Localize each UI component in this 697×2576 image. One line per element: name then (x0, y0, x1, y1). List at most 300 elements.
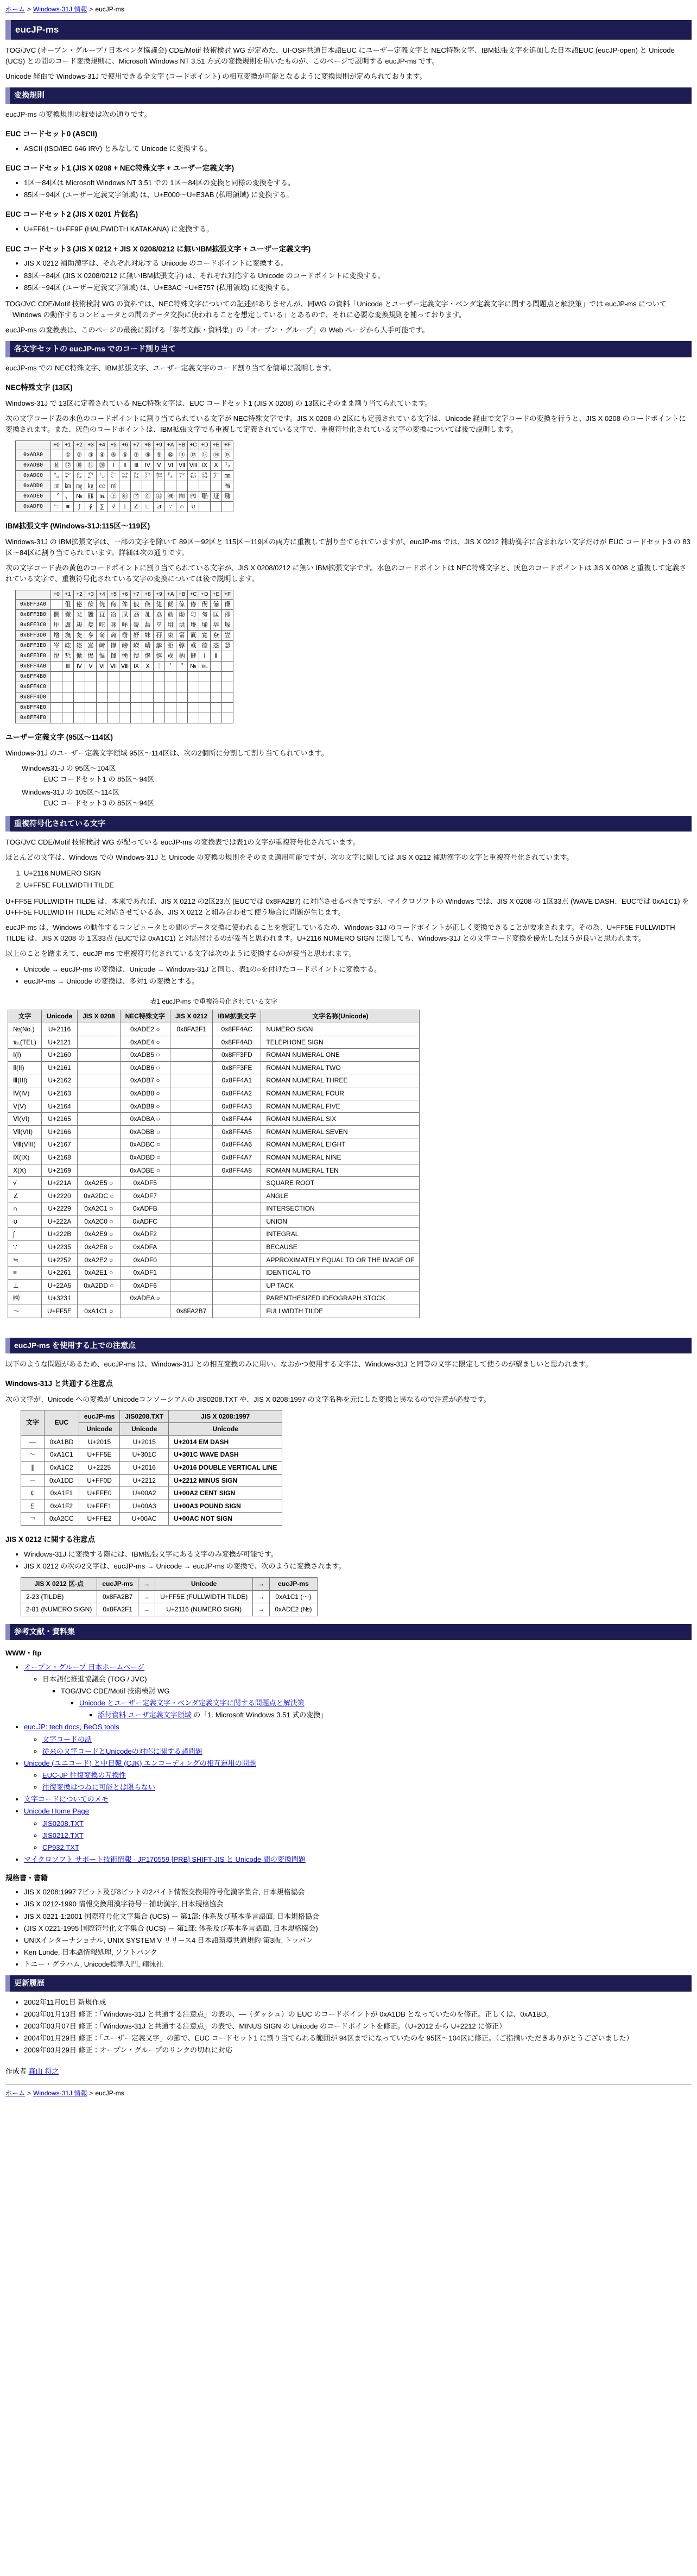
grid-cell (176, 713, 188, 723)
table-row (21, 1487, 282, 1500)
grid-row (16, 470, 233, 481)
grid-cell (222, 671, 233, 682)
grid-col-label: +5 (108, 441, 119, 450)
table-cell: ANGLE (261, 1189, 420, 1202)
table-cell (170, 1164, 212, 1177)
reference-link[interactable]: Unicode とユーザー定義文字・ベンダ定義文字に関する問題点と解決策 (79, 1699, 305, 1708)
table-cell (78, 1138, 120, 1151)
grid-cell: ㊨ (154, 491, 165, 501)
reference-link[interactable]: 往復変換はつねに可能とは限らない (42, 1783, 156, 1792)
reference-link[interactable]: EUC-JP 往復変換の互換性 (42, 1771, 126, 1779)
grid-cell: Ⅱ (211, 651, 222, 661)
table-cell: 0xADFB (120, 1202, 170, 1215)
grid-cell: Ⅳ (74, 661, 85, 671)
table-row (21, 1500, 282, 1513)
grid-cell (74, 713, 85, 723)
grid-col-label: +D (199, 441, 211, 450)
table-cell: U+00A3 POUND SIGN (169, 1500, 282, 1513)
grid-cell: 悊 (62, 651, 74, 661)
grid-col-label: +4 (97, 590, 108, 600)
grid-cell: Ⅰ (108, 460, 119, 470)
table-cell (213, 1189, 261, 1202)
userdef-range: Windows-31J の 105区～114区 (22, 788, 119, 797)
grid-cell: 惕 (85, 651, 97, 661)
data-table (21, 1577, 318, 1616)
table-cell: ㈱ (8, 1292, 42, 1305)
grid-col-label: +3 (85, 441, 97, 450)
table-cell (213, 1279, 261, 1292)
subsection-windows31j-notes: Windows-31J と共通する注意点 (5, 1380, 113, 1388)
grid-cell (119, 692, 131, 702)
section-heading-usage-notes: eucJP-ms を使用する上での注意点 (5, 1338, 692, 1354)
grid-row-label: 0x8FF3D0 (16, 630, 51, 640)
grid-cell: 喆 (142, 620, 154, 630)
grid-row (16, 671, 233, 682)
grid-cell (74, 702, 85, 713)
table-cell: ≡ (8, 1267, 42, 1280)
table-cell (170, 1189, 212, 1202)
table-cell: APPROXIMATELY EQUAL TO OR THE IMAGE OF (261, 1254, 420, 1267)
table-header: JIS X 0208:1997 (169, 1410, 282, 1423)
table-cell: ROMAN NUMERAL SEVEN (261, 1125, 420, 1138)
grid-row (16, 620, 233, 630)
grid-cell: Ⅲ (62, 661, 74, 671)
win-notes-paragraph: 次の文字が、Unicode への変換が Unicodeコンソーシアムの JIS0208.TXT や、JIS X 0208:1997 の文字名称を元にした変換と異なるので注意が必要です。 (5, 1395, 491, 1404)
table-cell (213, 1254, 261, 1267)
grid-cell (131, 682, 142, 692)
grid-cell: 垬 (176, 620, 188, 630)
table1-caption: 表1 eucJP-ms で重複符号化されている文字 (150, 997, 277, 1005)
intro-paragraph-2: Unicode 経由で Windows-31J で使用できる全文字 (コードポイント) の相互変換が可能となるように変換規則が定められております。 (5, 72, 427, 81)
grid-cell (165, 713, 176, 723)
reference-link[interactable]: JIS0208.TXT (42, 1819, 84, 1828)
grid-cell (176, 481, 188, 491)
grid-row-label: 0x8FF3E0 (16, 640, 51, 651)
table-header: JIS X 0208 (78, 1010, 120, 1023)
table-cell: 0xADE4 ○ (120, 1036, 170, 1049)
grid-col-label: +0 (51, 590, 62, 600)
table-cell (170, 1177, 212, 1190)
table-cell (78, 1113, 120, 1126)
grid-cell (165, 682, 176, 692)
table-cell: 0xADBB ○ (120, 1125, 170, 1138)
table-cell (170, 1241, 212, 1254)
grid-cell: ∠ (131, 501, 142, 512)
breadcrumb-home-link[interactable]: ホーム (5, 5, 26, 13)
grid-cell: 叝 (74, 620, 85, 630)
table-cell: 0x8FF4A6 (213, 1138, 261, 1151)
table-cell (213, 1228, 261, 1241)
table-row (8, 1279, 420, 1292)
table-row (8, 1125, 420, 1138)
table-cell: √ (8, 1177, 42, 1190)
author-label: 作成者 (5, 2067, 27, 2075)
list-item: • 2002年11月01日 新規作成 (24, 1997, 692, 2008)
dup-char-list (5, 868, 692, 891)
grid-cell (154, 692, 165, 702)
table-cell: 2-81 (NUMERO SIGN) (21, 1603, 97, 1616)
grid-cell: Ⅵ (165, 460, 176, 470)
grid-cell: 寀 (165, 630, 176, 640)
reference-item (79, 1698, 692, 1721)
grid-cell (154, 682, 165, 692)
grid-cell: ㍗ (142, 470, 154, 481)
grid-cell: ① (62, 450, 74, 460)
grid-col-label: +B (176, 441, 188, 450)
table-cell: ROMAN NUMERAL TWO (261, 1061, 420, 1074)
table-cell: ROMAN NUMERAL SIX (261, 1113, 420, 1126)
www-reference-list (5, 1662, 692, 1865)
grid-col-label: +A (165, 441, 176, 450)
grid-cell: 惲 (108, 651, 119, 661)
grid-cell: 兊 (74, 609, 85, 620)
table-cell: ≒ (8, 1254, 42, 1267)
dup-rules-list (5, 964, 692, 987)
codeset-title: EUC コードセット1 (JIS X 0208 + NEC特殊文字 + ユーザー定義文字) (5, 164, 235, 173)
reference-item (42, 1770, 692, 1781)
table-row (21, 1474, 282, 1487)
table-row (8, 1202, 420, 1215)
table-cell: U+2225 (79, 1461, 120, 1474)
grid-row (16, 501, 233, 512)
grid-cell: ㌘ (85, 470, 97, 481)
table-cell: ROMAN NUMERAL ONE (261, 1049, 420, 1062)
grid-cell (142, 682, 154, 692)
grid-cell: 匤 (211, 609, 222, 620)
table-header: Unicode (155, 1578, 253, 1591)
nec-paragraph-2: 次の文字コード表の水色のコードポイントに割り当てられている文字が NEC特殊文字です。JIS X 0208 の 2区にも定義されている文字は、Unicode 経由で文字コードの変換を行うと、JIS X 0208 のコードポイントに変換されます。また、灰色のコードポイントは、IBM拡張文字でも重複して定義されている文字で、重複符号化されている文字の変換については後で説明します。 (5, 414, 686, 434)
grid-cell (211, 671, 222, 682)
table-cell: 0xADFC (120, 1215, 170, 1228)
table-cell: 0x8FA2B7 (170, 1305, 212, 1318)
grid-cell (176, 671, 188, 682)
grid-cell: 恝 (222, 640, 233, 651)
grid-cell: 俿 (165, 599, 176, 609)
table-cell (170, 1074, 212, 1087)
jisx0212-notes-list (5, 1549, 692, 1572)
table-cell: 0xADF2 (120, 1228, 170, 1241)
grid-cell: 嶹 (142, 640, 154, 651)
section-heading-code-assignment: 各文字セットの eucJP-ms でのコード割り当て (5, 341, 692, 357)
section-heading-references: 参考文献・資料集 (5, 1624, 692, 1640)
reference-link[interactable]: JIS0212.TXT (42, 1831, 84, 1840)
grid-cell: ㍊ (199, 470, 211, 481)
table-cell: Ⅰ(I) (8, 1049, 42, 1062)
grid-cell: ⑦ (131, 450, 142, 460)
table-cell: U+2016 DOUBLE VERTICAL LINE (169, 1461, 282, 1474)
table-cell: PARENTHESIZED IDEOGRAPH STOCK (261, 1292, 420, 1305)
table-cell: U+FF5E (41, 1305, 77, 1318)
reference-link[interactable]: オープン・グループ 日本ホームページ (24, 1662, 145, 1671)
table-cell: ～ (8, 1305, 42, 1318)
table-cell: Ⅷ(VIII) (8, 1138, 42, 1151)
table-cell: U+2167 (41, 1138, 77, 1151)
table-cell: 2-23 (TILDE) (21, 1590, 97, 1603)
table-cell (78, 1049, 120, 1062)
list-item: 1. U+2116 NUMERO SIGN (24, 868, 692, 879)
grid-col-label: +8 (142, 441, 154, 450)
codeset-title: EUC コードセット2 (JIS X 0201 片仮名) (5, 210, 138, 219)
table-cell (78, 1100, 120, 1113)
grid-col-label: +1 (62, 441, 74, 450)
grid-cell: ㍼ (222, 491, 233, 501)
table-row (21, 1461, 282, 1474)
breadcrumb-section-link[interactable]: Windows-31J 情報 (33, 2089, 87, 2097)
table-cell: 0x8FF3FD (213, 1049, 261, 1062)
table-cell: ∠ (8, 1189, 42, 1202)
table-cell (78, 1023, 120, 1036)
grid-cell (211, 661, 222, 671)
breadcrumb-home-link[interactable]: ホーム (5, 2089, 26, 2097)
grid-cell: ⊥ (119, 501, 131, 512)
grid-cell: 揵 (188, 651, 199, 661)
grid-cell (62, 702, 74, 713)
books-list (5, 1887, 692, 1970)
grid-cell: № (188, 661, 199, 671)
grid-cell: 崧 (74, 640, 85, 651)
grid-cell: 咊 (108, 620, 119, 630)
table-cell: U+00AC NOT SIGN (169, 1513, 282, 1526)
grid-row (16, 450, 233, 460)
reference-item (42, 1782, 692, 1793)
table-cell: U+2015 (120, 1435, 169, 1448)
table-cell: U+2162 (41, 1074, 77, 1087)
grid-cell: 偀 (142, 599, 154, 609)
breadcrumb-section-link[interactable]: Windows-31J 情報 (33, 5, 87, 13)
table-cell: 0xA1DD (45, 1474, 79, 1487)
reference-link[interactable]: 従来の文字コードとUnicodeの対応に関する諸問題 (42, 1747, 202, 1755)
table-cell: IDENTICAL TO (261, 1267, 420, 1280)
table-cell: U+2166 (41, 1125, 77, 1138)
table-cell: №(No.) (8, 1023, 42, 1036)
table-cell: U+2116 (NUMERO SIGN) (155, 1603, 253, 1616)
grid-col-label: +0 (51, 441, 62, 450)
table1-duplicate-encoded (8, 1010, 420, 1318)
table-cell: Ⅳ(IV) (8, 1087, 42, 1100)
grid-row-label: 0x8FF4F0 (16, 713, 51, 723)
grid-cell: 憘 (154, 651, 165, 661)
table-cell: U+2220 (41, 1189, 77, 1202)
grid-cell: 孖 (154, 630, 165, 640)
grid-cell: 凬 (119, 609, 131, 620)
section-heading-conversion-rules: 変換規則 (5, 87, 692, 104)
table-cell: 0xA2E9 ○ (78, 1228, 120, 1241)
grid-cell: Ⅶ (108, 661, 119, 671)
table-cell: 0xADEA ○ (120, 1292, 170, 1305)
grid-cell: ∩ (176, 501, 188, 512)
grid-cell (51, 661, 62, 671)
grid-row-label: 0xADA0 (16, 450, 51, 460)
grid-cell: ㌦ (165, 470, 176, 481)
table-cell: → (253, 1590, 270, 1603)
table-cell (213, 1305, 261, 1318)
grid-cell: ℡ (97, 491, 108, 501)
grid-cell: 刕 (131, 609, 142, 620)
table-cell: 0xA1C2 (45, 1461, 79, 1474)
dup-paragraph-1: TOG/JVC CDE/Motif 技術検討 WG が配っている eucJP-ms の変換表では表1の文字が重複符号化されています。 (5, 838, 360, 847)
table-header: eucJP-ms (270, 1578, 317, 1591)
reference-link[interactable]: 添付資料 ユーザ定義文字領域 (98, 1711, 192, 1720)
reference-item (42, 1842, 692, 1853)
nec-code-grid (15, 440, 692, 512)
table-cell (213, 1215, 261, 1228)
breadcrumb-separator: > (27, 5, 31, 13)
table-cell: INTERSECTION (261, 1202, 420, 1215)
grid-cell: ㈲ (176, 491, 188, 501)
grid-cell (199, 682, 211, 692)
grid-cell: 侊 (97, 599, 108, 609)
reference-link[interactable]: Unicode (ユニコード) と中日韓 (CJK) エンコーディングの相互運用の問題 (24, 1759, 256, 1767)
grid-cell (97, 671, 108, 682)
table-row (8, 1215, 420, 1228)
table-cell: 0xA2DD ○ (78, 1279, 120, 1292)
grid-cell (74, 692, 85, 702)
table-cell (170, 1202, 212, 1215)
reference-item (61, 1686, 692, 1721)
notes-lead: 以下のような問題があるため、eucJP-ms は、Windows-31J との相互変換のみに用い、なおかつ使用する文字は、Windows-31J と同等の文字に限定して使うのが望ましいと思われます。 (5, 1360, 593, 1369)
grid-cell: 伹 (62, 599, 74, 609)
table-cell: 0xADB6 ○ (120, 1061, 170, 1074)
grid-cell: Ⅸ (131, 661, 142, 671)
grid-cell (165, 692, 176, 702)
author-link[interactable]: 森山 将之 (28, 2067, 59, 2075)
grid-cell (51, 682, 62, 692)
subsection-ibm-extended: IBM拡張文字 (Windows-31J:115区～119区) (5, 521, 150, 530)
table-row (8, 1074, 420, 1087)
grid-row (16, 702, 233, 713)
table-header: EUC (45, 1410, 79, 1435)
grid-cell: ⑫ (188, 450, 199, 460)
table-cell: U+FF5E (79, 1448, 120, 1462)
grid-cell: 匀 (188, 609, 199, 620)
assignment-lead: eucJP-ms での NEC特殊文字、IBM拡張文字、ユーザー定義文字のコード割り当てを簡単に説明します。 (5, 363, 336, 372)
table-cell: Ⅲ(III) (8, 1074, 42, 1087)
table-cell: U+2212 MINUS SIGN (169, 1474, 282, 1487)
list-item: • JIS X 0221-1:2001 国際符号化文字集合 (UCS) － 第1部: 体系及び基本多言語面, 日本規格協会 (24, 1911, 692, 1922)
reference-link[interactable]: CP932.TXT (42, 1843, 79, 1851)
grid-cell (211, 692, 222, 702)
grid-cell: 坙 (154, 620, 165, 630)
table-cell: UP TACK (261, 1279, 420, 1292)
grid-cell: 倢 (154, 599, 165, 609)
grid-cell (131, 692, 142, 702)
reference-item (24, 1794, 692, 1805)
grid-cell (188, 702, 199, 713)
table-cell: U+FFE0 (79, 1487, 120, 1500)
grid-row (16, 630, 233, 640)
table-cell: U+2165 (41, 1113, 77, 1126)
grid-cell: ㊥ (119, 491, 131, 501)
table-cell (78, 1061, 120, 1074)
table-row (8, 1305, 420, 1318)
table-cell (120, 1305, 170, 1318)
reference-link[interactable]: 文字コードについてのメモ (24, 1795, 109, 1804)
table-cell: Ⅹ(X) (8, 1164, 42, 1177)
table-header: 文字 (21, 1410, 45, 1435)
grid-cell: Ⅸ (199, 460, 211, 470)
grid-cell (85, 713, 97, 723)
reference-link[interactable]: 文字コードの話 (42, 1735, 92, 1743)
grid-cell (119, 481, 131, 491)
grid-cell: 奓 (85, 630, 97, 640)
grid-cell: 峵 (62, 640, 74, 651)
grid-corner (16, 590, 51, 600)
table-row (8, 1049, 420, 1062)
reference-link[interactable]: euc.JP: tech docs, BeOS tools (24, 1723, 119, 1731)
grid-cell: 夋 (74, 630, 85, 640)
grid-col-label: +7 (131, 590, 142, 600)
grid-row (16, 491, 233, 501)
grid-cell: ㍻ (222, 481, 233, 491)
table-cell: 0xADBE ○ (120, 1164, 170, 1177)
table-cell: 0x8FF4A3 (213, 1100, 261, 1113)
grid-cell (222, 692, 233, 702)
grid-cell (108, 671, 119, 682)
table-cell (170, 1036, 212, 1049)
table-cell: 0x8FA2F1 (97, 1603, 138, 1616)
table-cell (213, 1292, 261, 1305)
grid-row-label: 0x8FF3A0 (16, 599, 51, 609)
grid-row-label: 0x8FF4B0 (16, 671, 51, 682)
grid-cell (188, 692, 199, 702)
grid-cell: Ⅴ (85, 661, 97, 671)
table-cell: 0xADB5 ○ (120, 1049, 170, 1062)
table-cell: ￢ (21, 1513, 45, 1526)
table-cell: 0xADE2 (№) (270, 1603, 317, 1616)
grid-cell: ⑰ (62, 460, 74, 470)
table-cell: Ⅴ(V) (8, 1100, 42, 1113)
table-cell (170, 1292, 212, 1305)
grid-cell: ㎝ (51, 481, 62, 491)
table-cell: 0xA1C1 ○ (78, 1305, 120, 1318)
table-header: JIS0208.TXT (120, 1410, 169, 1423)
grid-cell: 嶸 (131, 640, 142, 651)
table-cell: U+2160 (41, 1049, 77, 1062)
table-cell (78, 1292, 120, 1305)
grid-cell: 劜 (142, 609, 154, 620)
reference-link[interactable]: Unicode Home Page (24, 1807, 89, 1816)
grid-cell: 哿 (131, 620, 142, 630)
grid-cell: ㍾ (199, 491, 211, 501)
grid-cell: ㍍ (74, 470, 85, 481)
grid-cell (131, 702, 142, 713)
grid-cell: 偂 (211, 599, 222, 609)
grid-cell: 埈 (188, 620, 199, 630)
grid-cell: 咩 (119, 620, 131, 630)
reference-item (24, 1662, 692, 1721)
reference-link[interactable]: マイクロソフト サポート技術情報 - JP170559 [PRB] SHIFT-JIS と Unicode 間の変換問題 (24, 1855, 306, 1863)
table-cell: U+3231 (41, 1292, 77, 1305)
grid-cell: 偆 (188, 599, 199, 609)
grid-cell (85, 671, 97, 682)
codeset-rule-item: • ASCII (ISO/IEC 646 IRV) とみなして Unicode に変換する。 (24, 143, 692, 154)
grid-cell (176, 692, 188, 702)
grid-cell (62, 713, 74, 723)
grid-col-label: +4 (97, 441, 108, 450)
reference-item (42, 1746, 692, 1757)
grid-cell: ∮ (85, 501, 97, 512)
grid-cell: 尞 (211, 630, 222, 640)
grid-row-label: 0xADC0 (16, 470, 51, 481)
table-cell: 0xA1F2 (45, 1500, 79, 1513)
table-cell: → (138, 1590, 155, 1603)
reference-item (24, 1806, 692, 1853)
grid-row-label: 0x8FF4C0 (16, 682, 51, 692)
table-cell: U+FF0D (79, 1474, 120, 1487)
table-cell: U+FFE1 (79, 1500, 120, 1513)
table-cell: U+2015 (79, 1435, 120, 1448)
table-row (8, 1113, 420, 1126)
